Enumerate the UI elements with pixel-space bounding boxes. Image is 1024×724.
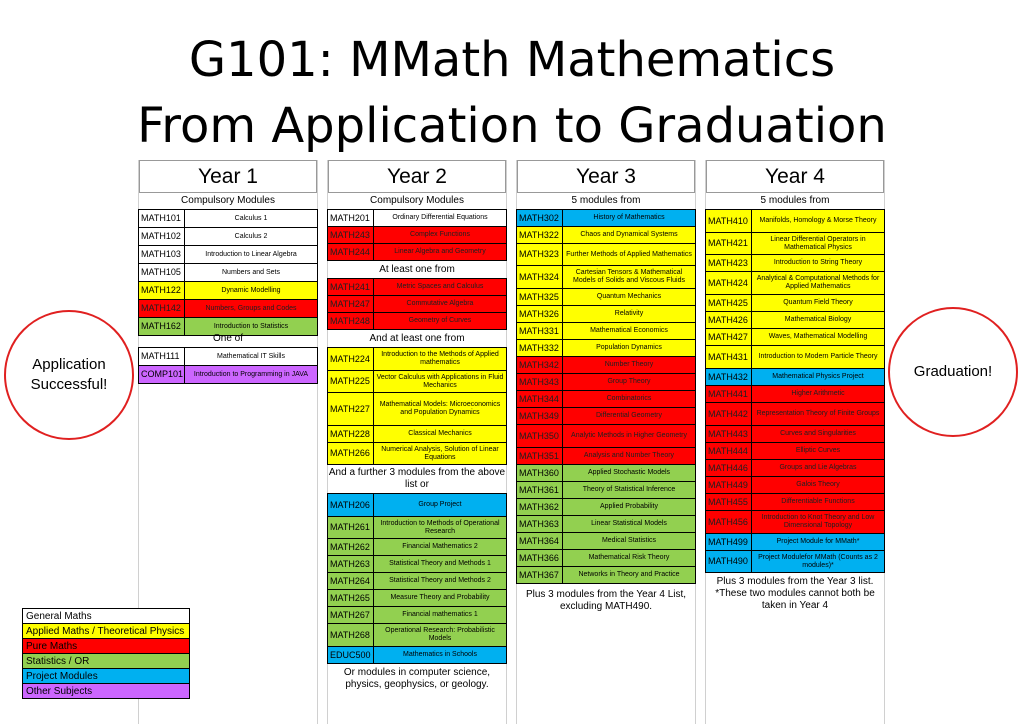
module-row — [706, 551, 885, 573]
module-row — [328, 556, 507, 573]
year-4-modules-table — [705, 209, 885, 573]
module-code: MATH323 — [517, 244, 563, 266]
module-row — [517, 374, 696, 391]
module-name: Statistical Theory and Methods 1 — [374, 556, 507, 573]
module-row — [328, 426, 507, 443]
module-name: Waves, Mathematical Modelling — [752, 329, 885, 346]
module-row — [517, 306, 696, 323]
module-name: Chaos and Dynamical Systems — [563, 227, 696, 244]
module-code: MATH142 — [139, 300, 185, 318]
module-code: MATH432 — [706, 369, 752, 386]
module-name: Linear Algebra and Geometry — [374, 244, 507, 261]
module-row — [706, 312, 885, 329]
module-row — [517, 567, 696, 584]
module-row — [139, 348, 318, 366]
module-row — [139, 210, 318, 228]
module-name: Manifolds, Homology & Morse Theory — [752, 210, 885, 233]
module-row — [517, 340, 696, 357]
module-code: MATH362 — [517, 499, 563, 516]
module-code: MATH263 — [328, 556, 374, 573]
year-3-modules-table — [516, 209, 696, 584]
module-name: Statistical Theory and Methods 2 — [374, 573, 507, 590]
module-name: Mathematical Risk Theory — [563, 550, 696, 567]
page-title-line-1: G101: MMath Mathematics — [188, 32, 836, 88]
module-name: Theory of Statistical Inference — [563, 482, 696, 499]
module-row — [706, 329, 885, 346]
module-name: Linear Statistical Models — [563, 516, 696, 533]
year-2-atleast-two-table — [327, 347, 507, 465]
legend-item — [23, 669, 190, 684]
module-name: Introduction to Programming in JAVA — [185, 366, 318, 384]
module-row — [139, 264, 318, 282]
year-4-column — [705, 160, 885, 724]
module-row — [328, 590, 507, 607]
module-name: Introduction to the Methods of Applied mathematics — [374, 348, 507, 371]
module-name: Applied Stochastic Models — [563, 465, 696, 482]
module-name: History of Mathematics — [563, 210, 696, 227]
module-name: Mathematical IT Skills — [185, 348, 318, 366]
legend-item — [23, 684, 190, 699]
module-code: MATH326 — [517, 306, 563, 323]
year-3-modules-label: 5 modules from — [571, 195, 641, 206]
module-row — [517, 516, 696, 533]
module-name: Introduction to String Theory — [752, 255, 885, 272]
module-row — [517, 465, 696, 482]
module-code: MATH426 — [706, 312, 752, 329]
module-row — [517, 550, 696, 567]
module-row — [517, 227, 696, 244]
module-row — [706, 460, 885, 477]
module-code: MATH425 — [706, 295, 752, 312]
module-code: MATH266 — [328, 443, 374, 465]
module-name: Mathematical Physics Project — [752, 369, 885, 386]
module-code: MATH424 — [706, 272, 752, 295]
module-code: MATH421 — [706, 233, 752, 255]
module-name: Mathematics in Schools — [374, 647, 507, 664]
module-code: MATH265 — [328, 590, 374, 607]
module-code: MATH431 — [706, 346, 752, 369]
module-code: MATH101 — [139, 210, 185, 228]
year-2-heading: Year 2 — [328, 160, 506, 193]
module-name: Relativity — [563, 306, 696, 323]
module-row — [706, 511, 885, 534]
module-code: MATH325 — [517, 289, 563, 306]
module-row — [328, 607, 507, 624]
graduation-label: Graduation! — [913, 363, 993, 380]
module-code: MATH366 — [517, 550, 563, 567]
module-code: MATH343 — [517, 374, 563, 391]
module-code: MATH262 — [328, 539, 374, 556]
module-code: MATH102 — [139, 228, 185, 246]
module-row — [517, 499, 696, 516]
module-code: MATH331 — [517, 323, 563, 340]
module-name: Analytical & Computational Methods for Applied Mathematics — [752, 272, 885, 295]
module-name: Numerical Analysis, Solution of Linear Equations — [374, 443, 507, 465]
module-row — [706, 233, 885, 255]
module-code: MATH351 — [517, 448, 563, 465]
module-name: Mathematical Models: Microeconomics and Population Dynamics — [374, 393, 507, 426]
year-4-modules-label: 5 modules from — [760, 195, 830, 206]
module-name: Project Module for MMath* — [752, 534, 885, 551]
module-code: MATH322 — [517, 227, 563, 244]
module-code: MATH162 — [139, 318, 185, 336]
module-name: Operational Research: Probabilistic Models — [374, 624, 507, 647]
module-row — [706, 255, 885, 272]
module-row — [328, 573, 507, 590]
module-row — [706, 477, 885, 494]
year-2-atleast-two-label: And at least one from — [369, 333, 465, 344]
module-row — [517, 266, 696, 289]
module-code: MATH363 — [517, 516, 563, 533]
module-name: Higher Arithmetic — [752, 386, 885, 403]
module-name: Commutative Algebra — [374, 296, 507, 313]
module-row — [328, 443, 507, 465]
year-2-further-label: And a further 3 modules from the above list or — [328, 467, 506, 490]
module-row — [328, 313, 507, 330]
legend-label: Other Subjects — [23, 684, 190, 699]
module-code: MATH324 — [517, 266, 563, 289]
module-code: MATH243 — [328, 227, 374, 244]
year-1-one-of-label: One of — [212, 333, 244, 344]
module-code: COMP101 — [139, 366, 185, 384]
module-code: MATH446 — [706, 460, 752, 477]
year-1-compulsory-table — [138, 209, 318, 336]
module-code: MATH442 — [706, 403, 752, 426]
module-code: MATH206 — [328, 494, 374, 517]
module-row — [139, 366, 318, 384]
module-code: MATH455 — [706, 494, 752, 511]
module-code: MATH441 — [706, 386, 752, 403]
module-code: MATH227 — [328, 393, 374, 426]
module-row — [328, 539, 507, 556]
module-code: MATH361 — [517, 482, 563, 499]
application-successful-circle — [4, 310, 134, 440]
year-4-note: Plus 3 modules from the Year 3 list. *These two modules cannot both be taken in Year 4 — [715, 576, 875, 611]
year-1-one-of-table — [138, 347, 318, 384]
module-name: Numbers, Groups and Codes — [185, 300, 318, 318]
legend-item — [23, 624, 190, 639]
module-name: Mathematical Biology — [752, 312, 885, 329]
module-row — [517, 391, 696, 408]
legend-item — [23, 639, 190, 654]
year-2-atleast-one-label: At least one from — [379, 264, 455, 275]
module-name: Geometry of Curves — [374, 313, 507, 330]
module-code: MATH105 — [139, 264, 185, 282]
graduation-circle — [888, 307, 1018, 437]
module-name: Analysis and Number Theory — [563, 448, 696, 465]
module-code: MATH342 — [517, 357, 563, 374]
module-row — [706, 346, 885, 369]
module-row — [517, 357, 696, 374]
module-name: Mathematical Economics — [563, 323, 696, 340]
module-code: MATH423 — [706, 255, 752, 272]
module-name: Numbers and Sets — [185, 264, 318, 282]
module-name: Group Theory — [563, 374, 696, 391]
module-row — [517, 482, 696, 499]
module-row — [517, 425, 696, 448]
legend-label: Statistics / OR — [23, 654, 190, 669]
module-name: Population Dynamics — [563, 340, 696, 357]
module-name: Ordinary Differential Equations — [374, 210, 507, 227]
module-name: Group Project — [374, 494, 507, 517]
module-row — [139, 282, 318, 300]
module-row — [517, 244, 696, 266]
module-code: MATH241 — [328, 279, 374, 296]
module-row — [139, 228, 318, 246]
module-row — [517, 408, 696, 425]
year-2-compulsory-table — [327, 209, 507, 261]
module-row — [706, 534, 885, 551]
module-code: MATH349 — [517, 408, 563, 425]
module-name: Introduction to Methods of Operational Research — [374, 517, 507, 539]
module-code: MATH228 — [328, 426, 374, 443]
module-code: MATH410 — [706, 210, 752, 233]
module-row — [706, 443, 885, 460]
module-row — [139, 246, 318, 264]
module-code: MATH444 — [706, 443, 752, 460]
year-3-column — [516, 160, 696, 724]
module-name: Applied Probability — [563, 499, 696, 516]
module-code: MATH332 — [517, 340, 563, 357]
year-1-heading: Year 1 — [139, 160, 317, 193]
module-row — [706, 369, 885, 386]
module-name: Combinatorics — [563, 391, 696, 408]
module-name: Metric Spaces and Calculus — [374, 279, 507, 296]
module-row — [706, 403, 885, 426]
module-code: MATH225 — [328, 371, 374, 393]
module-name: Calculus 1 — [185, 210, 318, 228]
module-name: Representation Theory of Finite Groups — [752, 403, 885, 426]
module-row — [517, 210, 696, 227]
module-name: Curves and Singularities — [752, 426, 885, 443]
module-row — [328, 494, 507, 517]
module-name: Differential Geometry — [563, 408, 696, 425]
module-code: MATH268 — [328, 624, 374, 647]
legend-label: Project Modules — [23, 669, 190, 684]
module-name: Number Theory — [563, 357, 696, 374]
module-code: MATH264 — [328, 573, 374, 590]
module-row — [706, 426, 885, 443]
module-code: MATH490 — [706, 551, 752, 573]
year-2-column — [327, 160, 507, 724]
module-code: MATH449 — [706, 477, 752, 494]
module-row — [328, 244, 507, 261]
module-row — [706, 386, 885, 403]
module-code: MATH360 — [517, 465, 563, 482]
module-code: MATH364 — [517, 533, 563, 550]
legend-label: Applied Maths / Theoretical Physics — [23, 624, 190, 639]
year-2-atleast-one-table — [327, 278, 507, 330]
module-name: Galois Theory — [752, 477, 885, 494]
year-4-heading: Year 4 — [706, 160, 884, 193]
module-name: Complex Functions — [374, 227, 507, 244]
module-name: Introduction to Statistics — [185, 318, 318, 336]
module-name: Quantum Mechanics — [563, 289, 696, 306]
module-name: Classical Mechanics — [374, 426, 507, 443]
module-name: Cartesian Tensors & Mathematical Models of Solids and Viscous Fluids — [563, 266, 696, 289]
module-row — [706, 295, 885, 312]
module-name: Dynamic Modelling — [185, 282, 318, 300]
module-code: MATH122 — [139, 282, 185, 300]
module-row — [139, 300, 318, 318]
year-3-heading: Year 3 — [517, 160, 695, 193]
module-row — [328, 371, 507, 393]
module-name: Introduction to Knot Theory and Low Dimensional Topology — [752, 511, 885, 534]
application-successful-label: Application Successful! — [30, 356, 108, 393]
module-row — [706, 494, 885, 511]
year-1-compulsory-label: Compulsory Modules — [181, 195, 275, 206]
module-code: MATH350 — [517, 425, 563, 448]
module-row — [328, 517, 507, 539]
module-row — [328, 647, 507, 664]
module-name: Analytic Methods in Higher Geometry — [563, 425, 696, 448]
module-code: MATH201 — [328, 210, 374, 227]
module-name: Financial mathematics 1 — [374, 607, 507, 624]
module-name: Groups and Lie Algebras — [752, 460, 885, 477]
module-row — [328, 227, 507, 244]
module-code: MATH456 — [706, 511, 752, 534]
module-code: MATH224 — [328, 348, 374, 371]
module-code: MATH261 — [328, 517, 374, 539]
module-name: Medical Statistics — [563, 533, 696, 550]
module-code: MATH267 — [328, 607, 374, 624]
module-code: MATH244 — [328, 244, 374, 261]
module-code: MATH367 — [517, 567, 563, 584]
module-code: MATH111 — [139, 348, 185, 366]
module-row — [328, 624, 507, 647]
legend-label: General Maths — [23, 609, 190, 624]
module-name: Quantum Field Theory — [752, 295, 885, 312]
module-name: Introduction to Linear Algebra — [185, 246, 318, 264]
module-code: MATH248 — [328, 313, 374, 330]
module-row — [517, 323, 696, 340]
module-name: Linear Differential Operators in Mathematical Physics — [752, 233, 885, 255]
module-row — [328, 210, 507, 227]
module-row — [328, 393, 507, 426]
legend-label: Pure Maths — [23, 639, 190, 654]
year-2-compulsory-label: Compulsory Modules — [370, 195, 464, 206]
module-row — [328, 279, 507, 296]
module-name: Introduction to Modern Particle Theory — [752, 346, 885, 369]
module-row — [706, 210, 885, 233]
module-row — [517, 289, 696, 306]
module-name: Networks in Theory and Practice — [563, 567, 696, 584]
module-name: Differentiable Functions — [752, 494, 885, 511]
year-3-note: Plus 3 modules from the Year 4 List, excluding MATH490. — [525, 589, 687, 612]
module-code: MATH344 — [517, 391, 563, 408]
module-code: MATH499 — [706, 534, 752, 551]
module-name: Financial Mathematics 2 — [374, 539, 507, 556]
module-name: Elliptic Curves — [752, 443, 885, 460]
module-name: Further Methods of Applied Mathematics — [563, 244, 696, 266]
module-code: MATH443 — [706, 426, 752, 443]
year-2-further-table — [327, 493, 507, 664]
module-row — [517, 448, 696, 465]
module-name: Project Modulefor MMath (Counts as 2 modules)* — [752, 551, 885, 573]
module-name: Calculus 2 — [185, 228, 318, 246]
legend-item — [23, 654, 190, 669]
year-2-note: Or modules in computer science, physics, geophysics, or geology. — [343, 667, 491, 690]
module-name: Measure Theory and Probability — [374, 590, 507, 607]
module-code: MATH427 — [706, 329, 752, 346]
module-row — [517, 533, 696, 550]
module-name: Vector Calculus with Applications in Fluid Mechanics — [374, 371, 507, 393]
module-row — [328, 348, 507, 371]
module-code: MATH247 — [328, 296, 374, 313]
legend — [22, 608, 190, 699]
legend-item — [23, 609, 190, 624]
module-code: MATH103 — [139, 246, 185, 264]
module-code: MATH302 — [517, 210, 563, 227]
module-row — [328, 296, 507, 313]
module-row — [706, 272, 885, 295]
page-title-line-2: From Application to Graduation — [137, 98, 887, 154]
module-code: EDUC500 — [328, 647, 374, 664]
